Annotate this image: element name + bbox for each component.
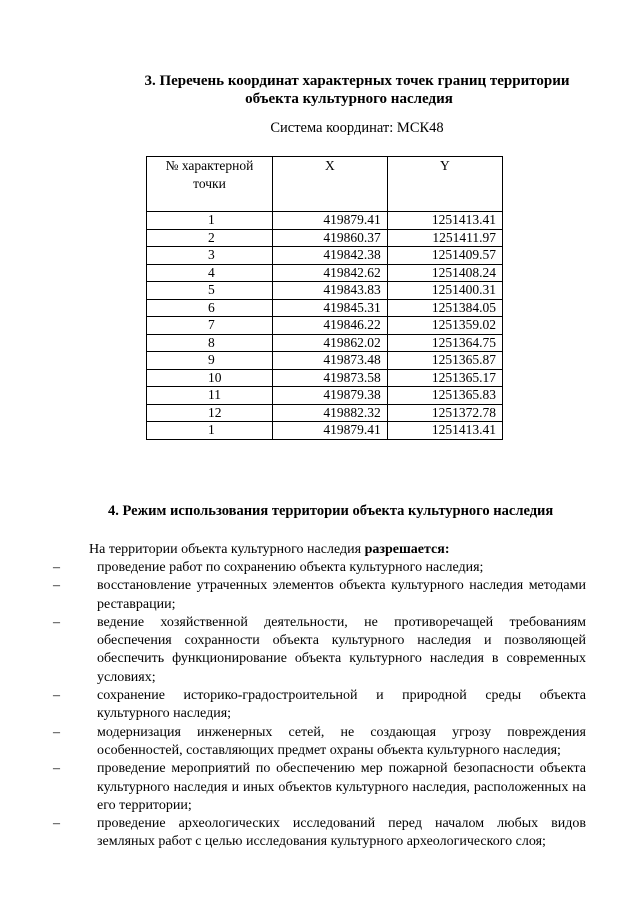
list-item-text: проведение археологических исследований перед началом любых видов земляных работ с целью исследования культурного археологического слоя;: [97, 816, 586, 850]
cell-y: 1251409.57: [387, 247, 502, 265]
cell-x: 419845.31: [272, 299, 387, 317]
dash-bullet: –: [53, 816, 60, 832]
cell-point-number: 3: [147, 247, 273, 265]
cell-point-number: 10: [147, 369, 273, 387]
list-item-text: ведение хозяйственной деятельности, не противоречащей требованиям обеспечения сохранности объекта культурного наследия и позволяющей обеспечить функционирование объекта культурного наследия в современных условиях;: [97, 614, 586, 685]
coordinate-system-label: Система координат: МСК48: [270, 120, 444, 136]
cell-x: 419862.02: [272, 334, 387, 352]
cell-point-number: 5: [147, 282, 273, 300]
table-row: [147, 212, 503, 230]
cell-y: 1251365.83: [387, 387, 502, 405]
dash-bullet: –: [53, 688, 60, 704]
list-item-text: проведение мероприятий по обеспечению мер пожарной безопасности объекта культурного наследия и иных объектов культурного наследия, расположенных на его территории;: [97, 761, 586, 813]
cell-point-number: 1: [147, 212, 273, 230]
list-item: [53, 577, 586, 614]
cell-point-number: 9: [147, 352, 273, 370]
list-item-text: проведение работ по сохранению объекта культурного наследия;: [97, 560, 484, 575]
cell-x: 419873.58: [272, 369, 387, 387]
cell-y: 1251359.02: [387, 317, 502, 335]
coordinates-table: [146, 156, 503, 440]
cell-y: 1251413.41: [387, 212, 502, 230]
section-4-title: 4. Режим использования территории объекта культурного наследия: [108, 503, 554, 519]
cell-x: 419843.83: [272, 282, 387, 300]
cell-x: 419882.32: [272, 404, 387, 422]
dash-bullet: –: [53, 560, 60, 575]
list-item: [53, 614, 586, 687]
cell-y: 1251365.87: [387, 352, 502, 370]
cell-y: 1251400.31: [387, 282, 502, 300]
list-item: [53, 687, 586, 724]
list-item: [53, 760, 586, 815]
cell-x: 419842.38: [272, 247, 387, 265]
list-item: [53, 559, 586, 577]
allowed-intro: [89, 541, 450, 559]
section-3-title-line-2: объекта культурного наследия: [245, 91, 453, 107]
cell-point-number: 2: [147, 229, 273, 247]
list-item-text: сохранение историко-градостроительной и природной среды объекта культурного наследия;: [97, 688, 586, 722]
cell-x: 419873.48: [272, 352, 387, 370]
cell-y: 1251384.05: [387, 299, 502, 317]
table-row: [147, 247, 503, 265]
list-item-text: модернизация инженерных сетей, не создающая угрозу повреждения особенностей, составляющих предмет охраны объекта культурного наследия;: [97, 724, 586, 758]
cell-point-number: 6: [147, 299, 273, 317]
dash-bullet: –: [53, 614, 60, 630]
dash-bullet: –: [53, 761, 60, 777]
allowed-intro-bold: разрешается:: [364, 542, 450, 557]
table-row: [147, 317, 503, 335]
cell-y: 1251365.17: [387, 369, 502, 387]
table-header-row: [147, 157, 503, 212]
cell-point-number: 4: [147, 264, 273, 282]
header-y: Y: [387, 157, 502, 212]
table-row: [147, 299, 503, 317]
cell-x: 419846.22: [272, 317, 387, 335]
cell-y: 1251408.24: [387, 264, 502, 282]
cell-point-number: 12: [147, 404, 273, 422]
cell-y: 1251411.97: [387, 229, 502, 247]
cell-point-number: 1: [147, 422, 273, 440]
cell-point-number: 8: [147, 334, 273, 352]
cell-x: 419860.37: [272, 229, 387, 247]
table-row: [147, 264, 503, 282]
section-3-title-line-1: 3. Перечень координат характерных точек границ территории: [144, 73, 570, 89]
table-row: [147, 282, 503, 300]
header-point-number: № характерной точки: [147, 157, 273, 212]
table-row: [147, 422, 503, 440]
cell-x: 419879.41: [272, 212, 387, 230]
section-3-title: [60, 72, 620, 108]
cell-y: 1251372.78: [387, 404, 502, 422]
list-item: [53, 724, 586, 761]
cell-x: 419842.62: [272, 264, 387, 282]
cell-point-number: 11: [147, 387, 273, 405]
list-item: [53, 815, 586, 852]
table-row: [147, 229, 503, 247]
allowed-activities-list: [53, 559, 586, 852]
cell-y: 1251413.41: [387, 422, 502, 440]
cell-y: 1251364.75: [387, 334, 502, 352]
list-item-text: восстановление утраченных элементов объекта культурного наследия методами реставрации;: [97, 578, 586, 612]
dash-bullet: –: [53, 724, 60, 740]
cell-x: 419879.41: [272, 422, 387, 440]
table-row: [147, 404, 503, 422]
dash-bullet: –: [53, 578, 60, 594]
allowed-intro-text: На территории объекта культурного наследия: [89, 542, 365, 557]
table-row: [147, 387, 503, 405]
header-x: X: [272, 157, 387, 212]
table-row: [147, 334, 503, 352]
cell-point-number: 7: [147, 317, 273, 335]
table-row: [147, 369, 503, 387]
cell-x: 419879.38: [272, 387, 387, 405]
table-row: [147, 352, 503, 370]
